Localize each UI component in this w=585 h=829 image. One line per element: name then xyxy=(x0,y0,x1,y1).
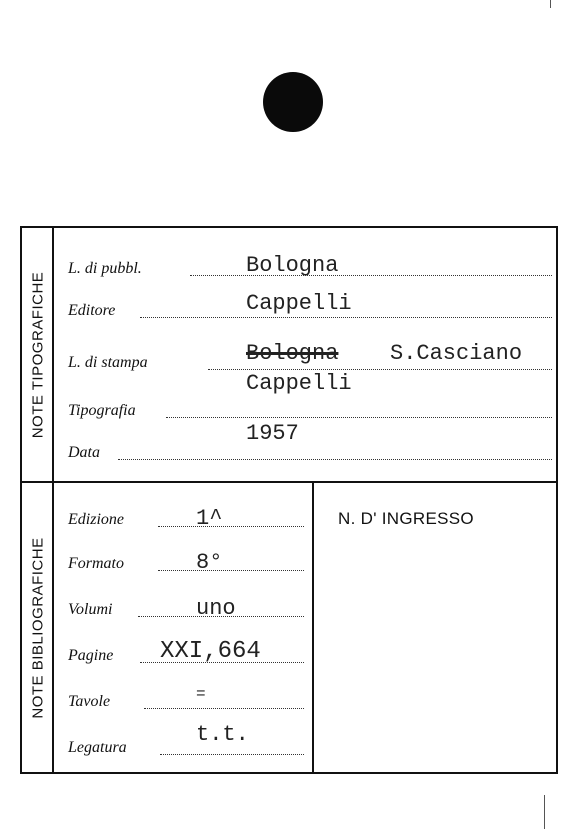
field-value: 8° xyxy=(196,550,223,575)
dotted-line xyxy=(140,317,552,318)
column-divider xyxy=(312,483,314,773)
field-value: uno xyxy=(196,596,236,621)
field-label: Tavole xyxy=(68,693,111,710)
field-formato xyxy=(68,551,304,575)
dotted-line xyxy=(160,754,304,755)
field-value: S.Casciano xyxy=(390,341,523,366)
field-value: XXI,664 xyxy=(160,638,261,665)
scan-edge-mark-bottom xyxy=(544,795,545,829)
field-label: L. di stampa xyxy=(68,354,148,371)
field-value: = xyxy=(196,685,206,703)
field-label: Pagine xyxy=(68,647,114,664)
field-value: 1^ xyxy=(196,506,223,531)
struck-text: Bologna xyxy=(246,341,339,366)
dotted-line xyxy=(118,459,552,460)
field-legatura xyxy=(68,722,304,759)
field-luogo-pubblicazione xyxy=(68,253,552,280)
field-tavole xyxy=(68,685,304,713)
field-editore xyxy=(68,291,552,322)
field-label: Tipografia xyxy=(68,402,136,419)
field-label: Edizione xyxy=(68,511,124,528)
field-label: Data xyxy=(68,444,100,461)
field-value: t.t. xyxy=(196,722,249,747)
punch-hole xyxy=(263,72,323,132)
field-label: Editore xyxy=(68,302,116,319)
dotted-line xyxy=(208,369,552,370)
dotted-line xyxy=(144,708,304,709)
note-tipografiche-label-column xyxy=(22,228,54,481)
field-label: L. di pubbl. xyxy=(68,260,142,277)
dotted-line xyxy=(166,417,552,418)
note-bibliografiche-label: NOTE BIBLIOGRAFICHE xyxy=(29,537,47,719)
field-edizione xyxy=(68,507,304,531)
note-bibliografiche-section xyxy=(22,483,556,773)
dotted-line xyxy=(158,570,304,571)
numero-ingresso-label: N. D' INGRESSO xyxy=(338,509,474,528)
scan-edge-mark-top xyxy=(550,0,551,8)
note-bibliografiche-label-column xyxy=(22,483,54,773)
catalog-card xyxy=(20,226,558,774)
field-label: Legatura xyxy=(68,739,127,756)
field-label: Volumi xyxy=(68,601,113,618)
field-value: Bologna xyxy=(246,253,339,278)
note-tipografiche-section xyxy=(22,228,556,483)
field-volumi xyxy=(68,597,304,621)
field-value: Cappelli xyxy=(246,291,352,316)
field-value-struck xyxy=(246,341,338,366)
field-label: Formato xyxy=(68,555,124,572)
note-tipografiche-label: NOTE TIPOGRAFICHE xyxy=(29,271,47,438)
field-pagine xyxy=(68,638,304,667)
dotted-line xyxy=(158,526,304,527)
dotted-line xyxy=(190,275,552,276)
field-value: Cappelli xyxy=(246,371,352,396)
field-value: 1957 xyxy=(246,421,299,446)
field-tipografia xyxy=(68,371,552,422)
field-data xyxy=(68,421,552,464)
